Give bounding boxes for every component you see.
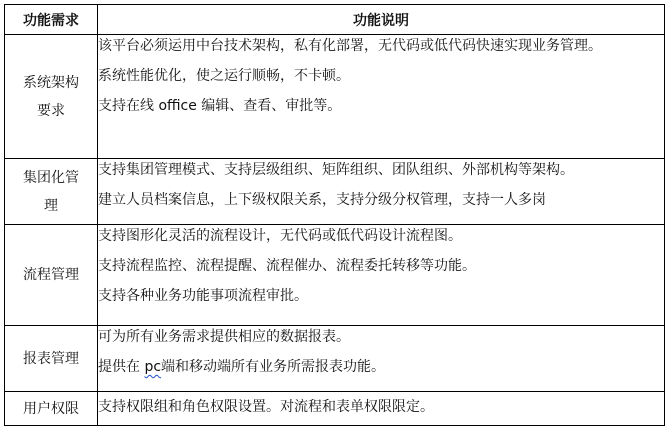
- requirement-label-line: 流程管理: [23, 267, 79, 283]
- description-item: 系统性能优化，使之运行顺畅，不卡顿。: [98, 68, 350, 84]
- description-item: 支持在线 office 编辑、查看、审批等。: [98, 98, 342, 114]
- requirement-label-line: 要求: [37, 102, 65, 119]
- description-item: 建立人员档案信息，上下级权限关系，支持分级分权管理，支持一人多岗: [98, 192, 546, 208]
- description-item: 支持权限组和角色权限设置。对流程和表单权限限定。: [98, 399, 434, 415]
- requirement-cell: [5, 392, 98, 426]
- spellcheck-marked-word: pc: [144, 359, 162, 375]
- description-item: 支持流程监控、流程提醒、流程催办、流程委托转移等功能。: [98, 258, 476, 274]
- requirement-label-line: 用户权限: [23, 400, 79, 417]
- description-item: 可为所有业务需求提供相应的数据报表。: [98, 329, 350, 345]
- description-item: 该平台必须运用中台技术架构，私有化部署，无代码或低代码快速实现业务管理。: [98, 38, 602, 54]
- table-row: [5, 326, 665, 392]
- requirement-cell: [5, 326, 98, 392]
- description-cell: [98, 159, 665, 225]
- requirement-cell: [5, 35, 98, 159]
- description-cell: [98, 35, 665, 159]
- description-cell: [98, 225, 665, 326]
- requirement-label-line: 理: [44, 197, 58, 214]
- header-description: 功能说明: [98, 5, 665, 35]
- requirement-label-line: 系统架构: [23, 74, 79, 91]
- description-item: 支持图形化灵活的流程设计，无代码或低代码设计流程图。: [98, 228, 462, 244]
- table-row: [5, 35, 665, 159]
- requirement-label-line: 报表管理: [23, 350, 79, 367]
- header-requirement: 功能需求: [5, 5, 98, 35]
- table-row: [5, 159, 665, 225]
- description-text: 端和移动端所有业务所需报表功能。: [161, 359, 386, 375]
- requirements-document: [4, 4, 664, 426]
- table-row: [5, 392, 665, 426]
- requirement-cell: [5, 225, 98, 326]
- description-text: 提供在: [98, 359, 145, 375]
- table-row: [5, 225, 665, 326]
- description-item: [98, 356, 664, 378]
- requirement-label-line: 集团化管: [23, 169, 79, 186]
- description-cell: [98, 392, 665, 426]
- description-item: 支持各种业务功能事项流程审批。: [98, 288, 308, 304]
- table-header-row: [5, 5, 665, 35]
- requirement-cell: [5, 159, 98, 225]
- requirements-table: [4, 4, 665, 426]
- description-cell: [98, 326, 665, 392]
- description-item: 支持集团管理模式、支持层级组织、矩阵组织、团队组织、外部机构等架构。: [98, 162, 574, 178]
